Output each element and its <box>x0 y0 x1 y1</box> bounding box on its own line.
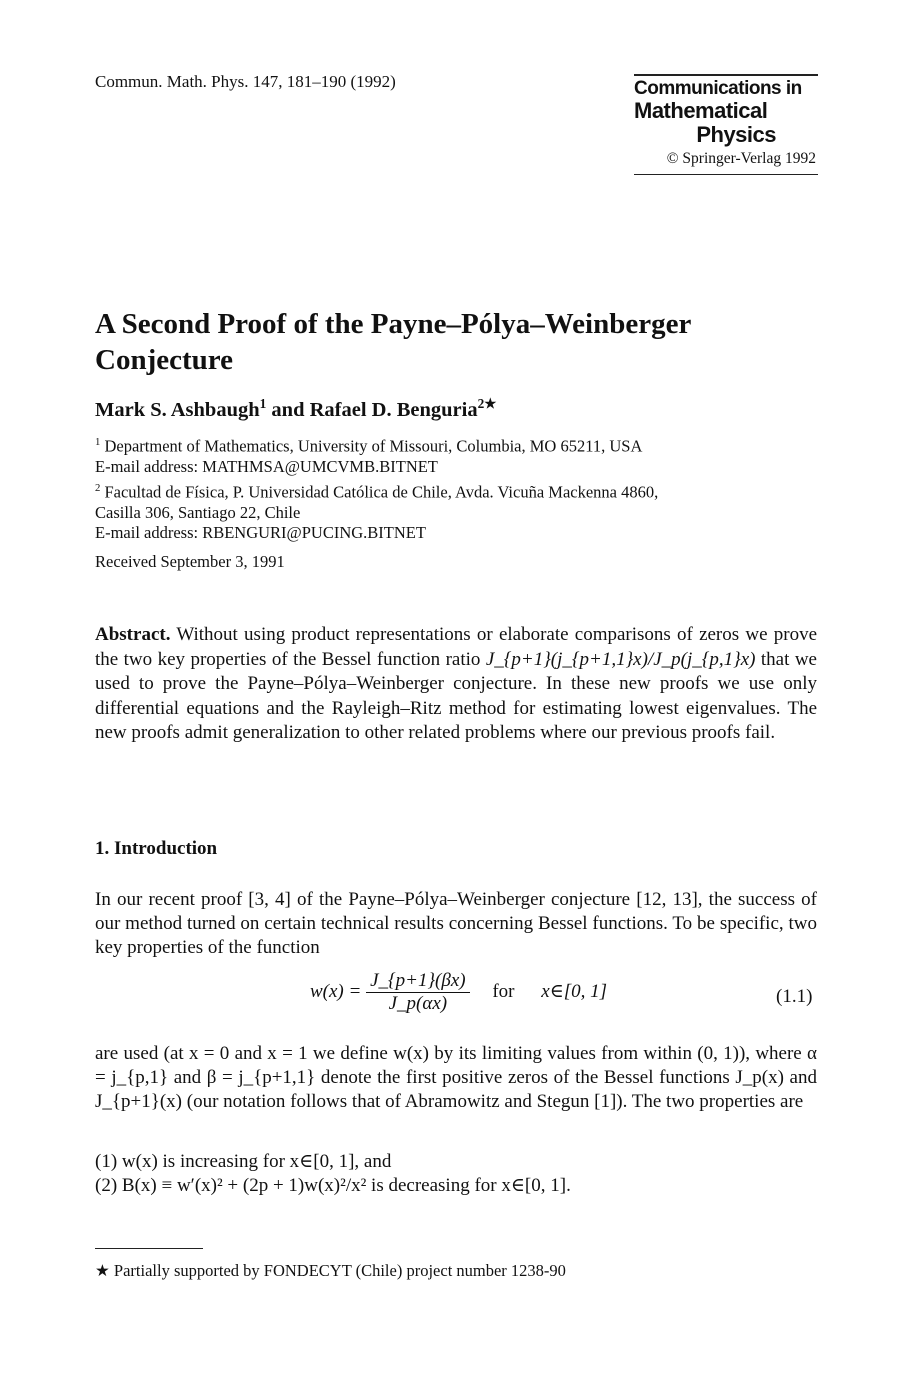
affiliation-line <box>95 432 835 457</box>
affiliation-line <box>95 457 835 478</box>
author-affiliation-mark: 1 <box>259 396 267 411</box>
author-list <box>95 396 496 422</box>
journal-bottom-rule <box>634 174 818 176</box>
author-name: Mark S. Ashbaugh <box>95 398 260 421</box>
author-name: Rafael D. Benguria <box>309 398 478 421</box>
affiliation-mark: 1 <box>95 436 101 448</box>
footnote-rule <box>95 1248 203 1249</box>
abstract-ratio: J_{p+1}(j_{p+1,1}x)/J_p(j_{p,1}x) <box>485 648 756 670</box>
affiliation-text: Facultad de Física, P. Universidad Católica de Chile, Avda. Vicuña Mackenna 4860, <box>104 482 659 501</box>
journal-name-line1: Communications in <box>634 77 802 99</box>
equation-denominator: J_p(αx) <box>388 993 448 1014</box>
list-item-label: (2) <box>95 1175 118 1196</box>
list-item <box>95 1174 817 1198</box>
author-conjunction: and <box>266 398 310 421</box>
list-item-text: B(x) ≡ w′(x)² + (2p + 1)w(x)²/x² is decreasing for x∈[0, 1]. <box>121 1175 571 1196</box>
author-affiliation-mark: 2★ <box>477 396 497 411</box>
section-heading: 1. Introduction <box>95 838 218 859</box>
abstract <box>95 623 817 746</box>
affiliations <box>95 432 835 544</box>
affiliation-line <box>95 523 835 544</box>
list-item-text: w(x) is increasing for x∈[0, 1], and <box>121 1151 392 1172</box>
affiliation-text: Casilla 306, Santiago 22, Chile <box>95 502 301 522</box>
equation-for: for <box>492 980 515 1002</box>
journal-logo-block <box>634 74 818 175</box>
abstract-label: Abstract. <box>95 624 171 645</box>
journal-top-rule <box>634 74 818 76</box>
intro-paragraph: In our recent proof [3, 4] of the Payne–Pólya–Weinberger conjecture [12, 13], the success of our method turned on certain technical results concerning Bessel functions. To be specific, two key properties of the function <box>95 889 817 958</box>
equation-1-1 <box>310 970 607 1015</box>
equation-domain: x∈[0, 1] <box>541 980 608 1002</box>
equation-lhs: w(x) = <box>310 980 362 1002</box>
received-date: Received September 3, 1991 <box>95 552 285 571</box>
footnote: ★ Partially supported by FONDECYT (Chile) project number 1238-90 <box>95 1261 566 1280</box>
affiliation-mark: 2 <box>95 481 101 494</box>
affiliation-text: Department of Mathematics, University of Missouri, Columbia, MO 65211, USA <box>104 436 643 456</box>
list-item <box>95 1150 817 1174</box>
equation-fraction <box>366 970 470 1015</box>
abstract-text: Without using product representations or elaborate comparisons of zeros we prove the two key properties of the Bessel function ratio <box>95 624 817 670</box>
paper-title: A Second Proof of the Payne–Pólya–Weinberger Conjecture <box>95 308 691 376</box>
journal-name-line2: Mathematical <box>634 97 768 123</box>
property-list <box>95 1150 817 1198</box>
affiliation-text: E-mail address: RBENGURI@PUCING.BITNET <box>95 523 426 542</box>
publisher-copyright: © Springer-Verlag 1992 <box>666 149 816 167</box>
journal-name-line3: Physics <box>696 121 776 147</box>
abstract-text: that we used to prove the Payne–Pólya–Weinberger conjecture. In these new proofs we use only differential equations and the Rayleigh–Ritz method for estimating lowest eigenvalues. The new proofs admit generalization to other related problems where our previous proofs fail. <box>95 648 817 743</box>
body-paragraph: are used (at x = 0 and x = 1 we define w(x) by its limiting values from within (0, 1)), where α = j_{p,1} and β = j_{p+1,1} denote the first positive zeros of the Bessel functions J_p(x) and J_{p+1}(x) (our notation follows that of Abramowitz and Stegun [1]). The two properties are <box>95 1043 817 1112</box>
affiliation-line <box>95 503 835 524</box>
equation-number: (1.1) <box>776 986 813 1007</box>
equation-numerator: J_{p+1}(βx) <box>366 970 470 993</box>
affiliation-line <box>95 478 835 503</box>
journal-citation: Commun. Math. Phys. 147, 181–190 (1992) <box>95 72 396 91</box>
affiliation-text: E-mail address: MATHMSA@UMCVMB.BITNET <box>95 457 438 476</box>
list-item-label: (1) <box>95 1151 118 1172</box>
